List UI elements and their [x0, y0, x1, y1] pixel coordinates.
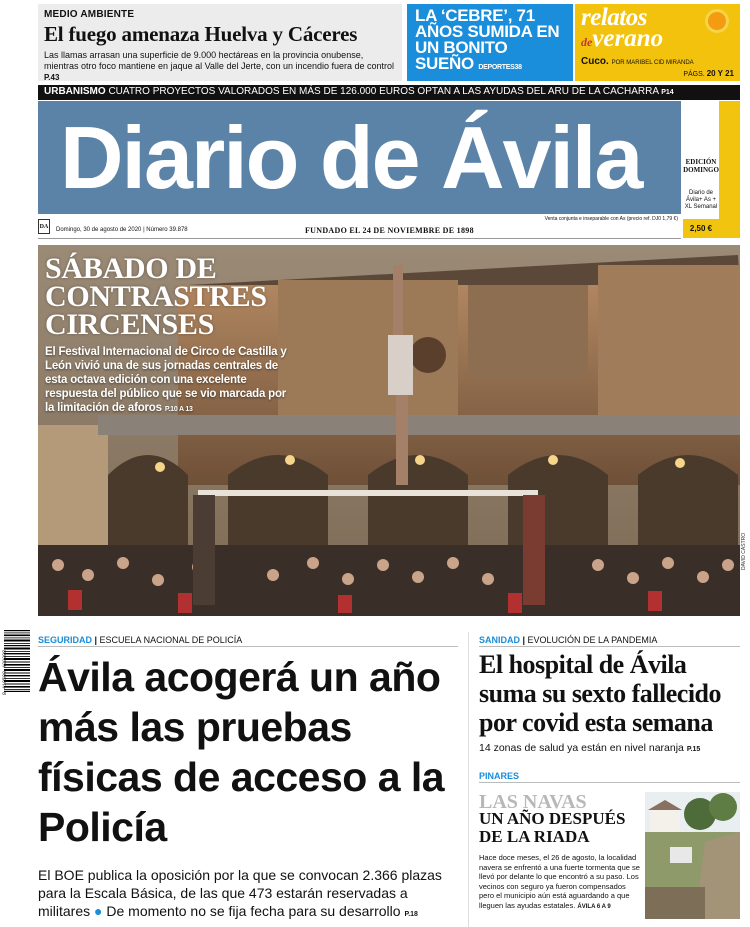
- teaser-medio-ambiente[interactable]: [38, 4, 402, 81]
- kicker-section: SEGURIDAD: [38, 635, 93, 645]
- hero-story[interactable]: [45, 252, 288, 417]
- teaser-kicker: MEDIO AMBIENTE: [44, 9, 135, 20]
- hero-text-body: El Festival Internacional de Circo de Castilla y León vivió una de sus jornadas centrales de esta octava edición con una excelente respuesta del público que se vio marcada por la limitación de aforos: [45, 346, 287, 414]
- barcode-number: 8 410500 420208: [2, 649, 8, 695]
- bullet-icon: ●: [94, 903, 103, 919]
- section-ref: DEPORTES38: [478, 64, 522, 71]
- lead-headline[interactable]: Ávila acogerá un año más las pruebas físicas de acceso a la Policía: [38, 654, 445, 850]
- founded-line: FUNDADO EL 24 DE NOVIEMBRE DE 1898: [305, 226, 474, 235]
- kicker-section: SANIDAD: [479, 635, 521, 645]
- divider: [479, 646, 740, 647]
- sun-icon: [708, 12, 726, 30]
- hero-text: [45, 345, 288, 417]
- sanidad-dek-text: 14 zonas de salud ya están en nivel naranja: [479, 742, 684, 754]
- edition-label: EDICIÓN DOMINGO: [683, 101, 719, 214]
- pinares-text-body: Hace doce meses, el 26 de agosto, la localidad navera se enfrentó a una fuerte tormenta que se llevó por delante lo que encontró a su paso. Los vecinos con seguro ya fueron compensados pero el municipio aún está aguardando a que lleguen las ayudas estatales.: [479, 853, 640, 910]
- pages-ref: [581, 69, 734, 78]
- kicker-topic: EVOLUCIÓN DE LA PANDEMIA: [527, 635, 658, 645]
- logo-de: de: [581, 35, 593, 49]
- issue-date: Domingo, 30 de agosto de 2020 | Número 39.878: [56, 227, 188, 233]
- sanidad-kicker: SANIDAD | EVOLUCIÓN DE LA PANDEMIA: [479, 635, 658, 645]
- sanidad-headline[interactable]: El hospital de Ávila suma su sexto fallecido por covid esta semana: [479, 650, 721, 737]
- hero-headline[interactable]: SÁBADO DE CONTRASTRES CIRCENSES: [45, 252, 267, 341]
- teaser-relatos-de-verano[interactable]: [575, 4, 740, 81]
- teaser-dek: [44, 50, 396, 83]
- page-ref: ÁVILA 6 A 9: [577, 903, 611, 910]
- pages-value: 20 Y 21: [706, 69, 734, 78]
- pinares-headline[interactable]: UN AÑO DESPUÉS DE LA RIADA: [479, 809, 626, 846]
- page-ref: P.18: [404, 911, 418, 918]
- relatos-logo-top: relatos: [581, 4, 647, 31]
- seal-icon: DA: [38, 219, 50, 234]
- divider: [38, 646, 458, 647]
- page-ref: P.10 A 13: [164, 406, 193, 413]
- pinares-text: [479, 853, 642, 913]
- yellow-strip: [719, 101, 740, 238]
- masthead[interactable]: [38, 101, 681, 214]
- urbanismo-bar[interactable]: [38, 85, 740, 100]
- teaser-title-text: LA ‘CEBRE’, 71 AÑOS SUMIDA EN UN BONITO SUEÑO: [415, 6, 560, 73]
- urbanismo-text: CUATRO PROYECTOS VALORADOS EN MÁS DE 126.000 EUROS OPTAN A LAS AYUDAS DEL ARU DE LA CACHARRA: [108, 86, 659, 97]
- photo-credit: DAVID CASTRO: [741, 532, 747, 570]
- pages-label: PÁGS.: [683, 71, 705, 78]
- newspaper-name: Diario de Ávila: [60, 108, 642, 207]
- flood-site-photo-illustration: [645, 792, 740, 919]
- story-title: Cuco.: [581, 56, 609, 67]
- relatos-logo-bottom: [581, 25, 734, 53]
- kicker-topic: ESCUELA NACIONAL DE POLICÍA: [99, 635, 243, 645]
- pinares-photo[interactable]: [645, 792, 740, 919]
- teaser-dek-text: Las llamas arrasan una superficie de 9.000 hectáreas en la provincia onubense, mientras otro foco mantiene en jaque al Valle del Jerte, con un incendio fuera de control: [44, 50, 395, 71]
- author-byline: POR MARIBEL CID MIRANDA: [611, 60, 694, 66]
- dateline: [38, 216, 681, 238]
- urbanismo-kicker: URBANISMO: [44, 86, 106, 97]
- teaser-title[interactable]: [415, 8, 565, 76]
- lead-dek-2: De momento no se fija fecha para su desarrollo: [106, 903, 401, 919]
- column-divider: [468, 632, 469, 927]
- price: 2,50 €: [683, 219, 719, 238]
- page-ref: P.15: [686, 746, 701, 753]
- divider: [479, 782, 740, 783]
- bundle-note: Diario de Ávila+ As + XL Semanal: [684, 190, 718, 210]
- logo-verano: verano: [592, 25, 664, 52]
- kicker-section: PINARES: [479, 771, 520, 781]
- sale-note: Venta conjunta e inseparable con As (precio ref. DJ0 1,79 €): [544, 216, 678, 222]
- page-ref: P14: [661, 89, 674, 96]
- lead-dek: [38, 866, 463, 924]
- lead-kicker: SEGURIDAD | ESCUELA NACIONAL DE POLICÍA: [38, 635, 243, 645]
- sanidad-dek: [479, 742, 740, 754]
- pinares-place: LAS NAVAS: [479, 791, 587, 813]
- teaser-title[interactable]: El fuego amenaza Huelva y Cáceres: [44, 22, 358, 46]
- teaser-deportes[interactable]: [407, 4, 573, 81]
- lead-dek-1: El BOE publica la oposición por la que se convocan 2.366 plazas para la Escala Básica, de las que 473 estarán reservadas a militares: [38, 867, 442, 919]
- story-author: [581, 56, 734, 67]
- divider: [38, 238, 681, 239]
- page-ref: P.43: [44, 73, 60, 82]
- pinares-kicker: [479, 771, 519, 781]
